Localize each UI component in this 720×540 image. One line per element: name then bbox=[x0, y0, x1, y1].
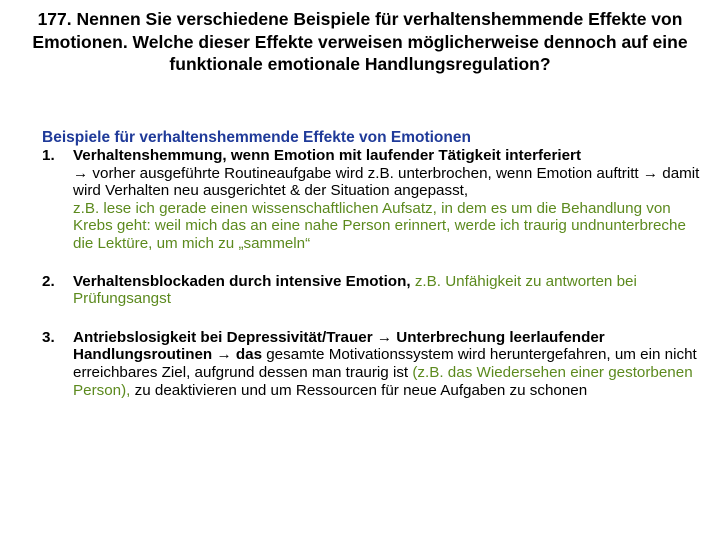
section-heading: Beispiele für verhaltenshemmende Effekte von Emotionen bbox=[42, 129, 471, 146]
item-lead: Verhaltenshemmung, wenn Emotion mit laufender Tätigkeit interferiert bbox=[73, 147, 582, 164]
arrow-right-icon: → bbox=[642, 164, 659, 182]
item-lead: Verhaltensblockaden durch intensive Emotion, bbox=[73, 272, 411, 290]
list-item-1 bbox=[42, 147, 702, 253]
item-example: (z.B. das Wiedersehen einer gestorbenen Person), bbox=[73, 363, 693, 399]
item-lead: Antriebslosigkeit bei Depressivität/Trauer bbox=[73, 328, 377, 346]
item-text: damit wird Verhalten neu ausgerichtet & der Situation angepasst, bbox=[73, 164, 700, 200]
arrow-right-icon: → bbox=[216, 346, 232, 364]
item-example: z.B. Unfähigkeit zu antworten bei Prüfungsangst bbox=[73, 272, 637, 308]
item-text: vorher ausgeführte Routineaufgabe wird z.B. unterbrochen, wenn Emotion auftritt bbox=[88, 164, 643, 182]
item-lead: Unterbrechung leerlaufender Handlungsroutinen bbox=[73, 328, 605, 364]
item-example: z.B. lese ich gerade einen wissenschaftlichen Aufsatz, in dem es um die Behandlung von Krebs geht: weil mich das an eine nahe Person erinnert, werde ich traurig undnunterbreche die Lektüre, um mich zu „sammeln“ bbox=[73, 199, 686, 252]
list-number: 2. bbox=[42, 272, 55, 290]
list-number: 3. bbox=[42, 328, 55, 346]
list-item-2 bbox=[42, 273, 702, 308]
item-lead: das bbox=[231, 346, 263, 364]
list-item-3 bbox=[42, 329, 702, 399]
arrow-right-icon: → bbox=[73, 164, 89, 182]
slide-title: 177. Nennen Sie verschiedene Beispiele für verhaltenshemmende Effekte von Emotionen. Welche dieser Effekte verweisen möglicherweise dennoch auf eine funktionale emotionale Handlungsregulation? bbox=[32, 9, 688, 74]
list-number: 1. bbox=[42, 147, 55, 164]
slide-content bbox=[42, 128, 702, 399]
item-text: zu deaktivieren und um Ressourcen für neue Aufgaben zu schonen bbox=[130, 381, 588, 399]
arrow-right-icon: → bbox=[376, 328, 393, 346]
item-text: gesamte Motivationssystem wird heruntergefahren, um ein nicht erreichbares Ziel, aufgrund dessen man traurig ist bbox=[73, 346, 697, 381]
